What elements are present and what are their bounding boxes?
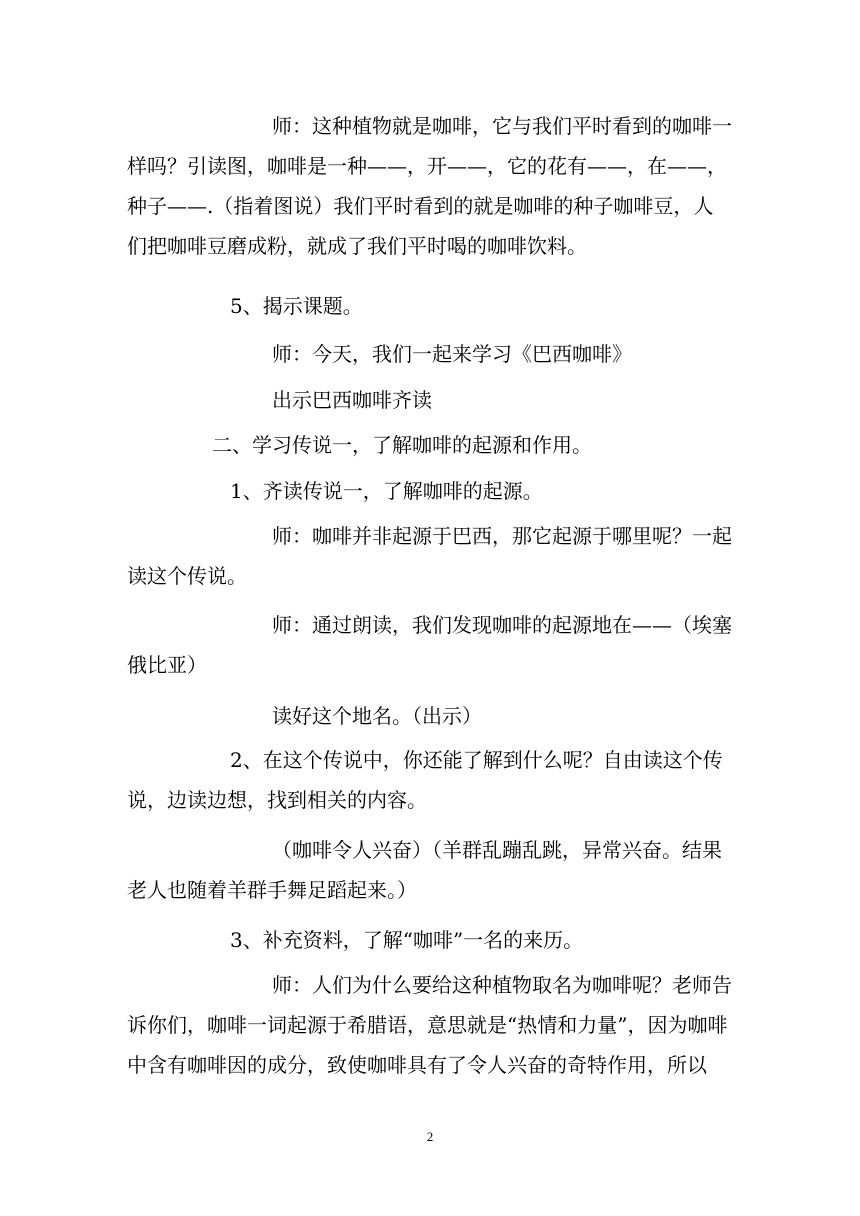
paragraph-step-5-title: 5、揭示课题。 — [230, 294, 363, 318]
paragraph-read-place-name: 读好这个地名。（出示） — [272, 704, 482, 728]
paragraph-teacher-coffee-intro: 师：这种植物就是咖啡，它与我们平时看到的咖啡一样吗？引读图，咖啡是一种——，开——，它的花有——，在——，种子——.（指着图说）我们平时看到的就是咖啡的种子咖啡豆，人们把咖啡豆磨成粉，就成了我们平时喝的咖啡饮料。 — [127, 114, 732, 258]
page-number: 2 — [426, 1129, 434, 1144]
paragraph-step-3: 3、补充资料，了解“咖啡”一名的来历。 — [230, 928, 584, 952]
paragraph-show-title-read: 出示巴西咖啡齐读 — [272, 388, 432, 412]
section-heading-two: 二、学习传说一，了解咖啡的起源和作用。 — [212, 433, 592, 457]
paragraph-step-1: 1、齐读传说一，了解咖啡的起源。 — [230, 479, 543, 503]
paragraph-teacher-origin-question: 师：咖啡并非起源于巴西，那它起源于哪里呢？一起读这个传说。 — [127, 524, 732, 588]
paragraph-teacher-today: 师：今天，我们一起来学习《巴西咖啡》 — [272, 342, 632, 366]
paragraph-teacher-name-origin: 师：人们为什么要给这种植物取名为咖啡呢？老师告诉你们，咖啡一词起源于希腊语，意思就是“热情和力量”，因为咖啡中含有咖啡因的成分，致使咖啡具有了令人兴奋的奇特作用，所以 — [127, 973, 732, 1077]
paragraph-coffee-excitement: （咖啡令人兴奋）（羊群乱蹦乱跳，异常兴奋。结果老人也随着羊群手舞足蹈起来。） — [127, 838, 722, 902]
paragraph-step-2: 2、在这个传说中，你还能了解到什么呢？自由读这个传说，边读边想，找到相关的内容。 — [127, 748, 723, 812]
paragraph-teacher-origin-answer: 师：通过朗读，我们发现咖啡的起源地在——（埃塞俄比亚） — [127, 613, 732, 677]
